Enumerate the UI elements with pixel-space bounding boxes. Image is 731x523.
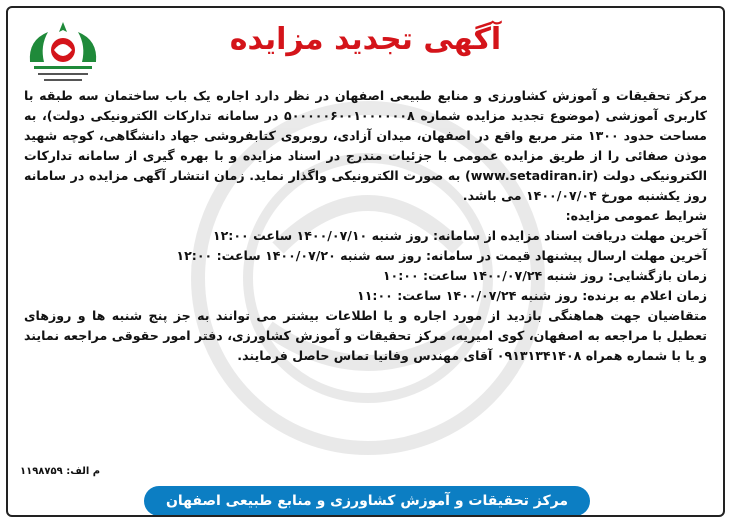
notice-body	[24, 86, 707, 366]
closing-paragraph: متقاضیان جهت هماهنگی بازدید از مورد اجاره و یا اطلاعات بیشتر می توانند به جز پنج شنبه ها و روزهای تعطیل با مراجعه به اصفهان، کوی امیریه، مرکز تحقیقات و آموزش کشاورزی، دفتر امور حقوقی مراجعه نمایند و یا با شماره همراه ۰۹۱۳۱۳۴۱۴۰۸ آقای مهندس وفانیا تماس حاصل فرمایند.	[24, 308, 707, 363]
notice-title: آگهی تجدید مزایده	[229, 22, 502, 57]
condition-item: آخرین مهلت دریافت اسناد مزایده از سامانه: روز شنبه ۱۴۰۰/۰۷/۱۰ ساعت ۱۲:۰۰	[212, 228, 707, 243]
footer-banner: مرکز تحقیقات و آموزش کشاورزی و منابع طبیعی اصفهان	[144, 486, 590, 516]
conditions-heading: شرایط عمومی مزایده:	[565, 208, 707, 223]
notice-frame	[6, 6, 725, 517]
ad-code: م الف: ۱۱۹۸۷۵۹	[20, 466, 101, 477]
intro-paragraph: مرکز تحقیقات و آموزش کشاورزی و منابع طبیعی اصفهان در نظر دارد اجاره یک باب ساختمان سه طبقه با کاربری آموزشی (موضوع تجدید مزایده شماره ۵۰۰۰۰۰۶۰۰۱۰۰۰۰۰۰۸ در سامانه تدارکات الکترونیکی دولت)، به مساحت حدود ۱۳۰۰ متر مربع واقع در اصفهان، میدان آزادی، روبروی کتابفروشی جهاد دانشگاهی، کوچه شهید موذن صفائی را از طریق مزایده عمومی با جزئیات مندرج در اسناد مزایده و با بهره گیری از سامانه تدارکات الکترونیکی دولت (www.setadiran.ir) به صورت الکترونیکی واگذار نماید. زمان انتشار آگهی مزایده در سامانه روز یکشنبه مورخ ۱۴۰۰/۰۷/۰۴ می باشد.	[24, 88, 708, 203]
condition-item: آخرین مهلت ارسال پیشنهاد قیمت در سامانه: روز سه شنبه ۱۴۰۰/۰۷/۲۰ ساعت: ۱۲:۰۰	[176, 248, 707, 263]
condition-item: زمان بازگشایی: روز شنبه ۱۴۰۰/۰۷/۲۴ ساعت: ۱۰:۰۰	[382, 268, 707, 283]
condition-item: زمان اعلام به برنده: روز شنبه ۱۴۰۰/۰۷/۲۴ ساعت: ۱۱:۰۰	[357, 288, 707, 303]
